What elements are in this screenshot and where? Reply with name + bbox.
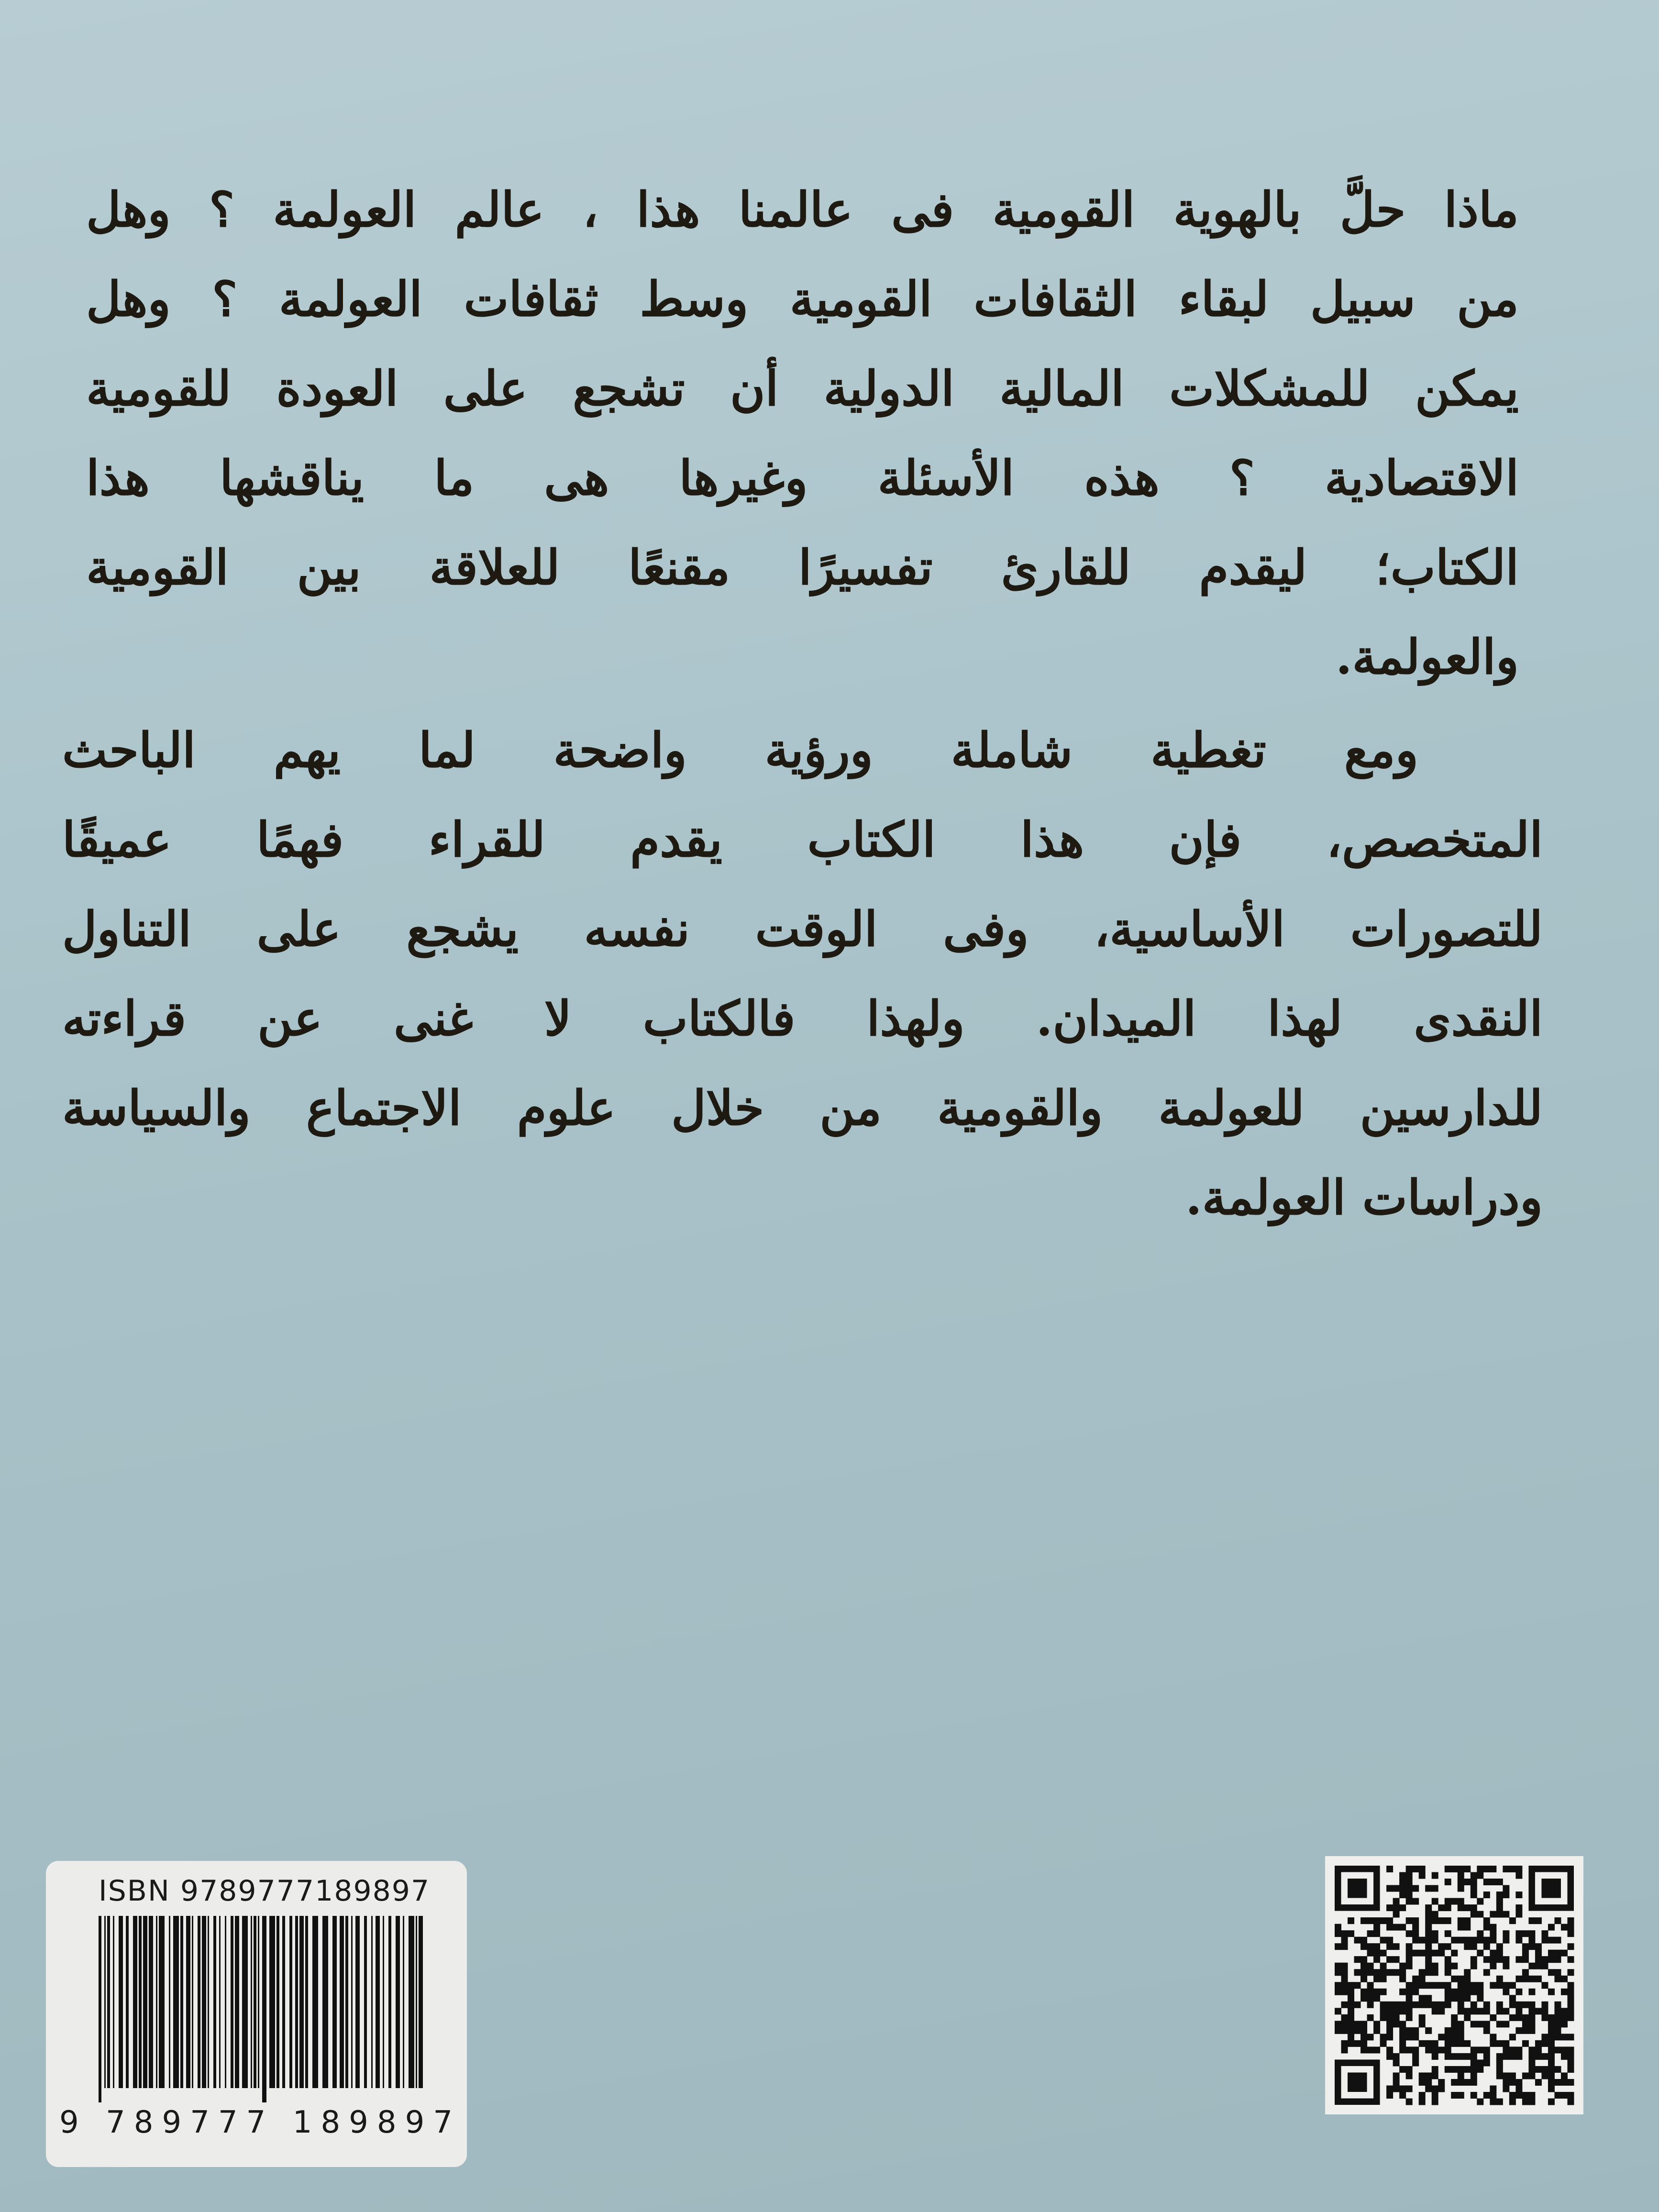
blurb-line: الاقتصادية ؟ هذه الأسئلة وغيرها هى ما يناقشها هذا [86,450,1519,506]
blurb-paragraph-2 [62,706,1543,1242]
blurb-line: والعولمة. [1335,629,1519,685]
barcode-digits: 9 789777 189897 [59,2105,462,2140]
isbn-number: ISBN 9789777189897 [99,1874,431,1908]
blurb-paragraph-1 [86,165,1519,702]
blurb-line: المتخصص، فإن هذا الكتاب يقدم للقراء فهمًا عميقًا [62,811,1543,868]
blurb-line: للتصورات الأساسية، وفى الوقت نفسه يشجع على التناول [62,901,1543,957]
isbn-barcode-label [46,1861,467,2167]
blurb-line: يمكن للمشكلات المالية الدولية أن تشجع على العودة للقومية [86,360,1519,417]
blurb-line: النقدى لهذا الميدان. ولهذا فالكتاب لا غنى عن قراءته [62,990,1543,1047]
barcode-icon [99,1916,429,2102]
blurb-line: الكتاب؛ ليقدم للقارئ تفسيرًا مقنعًا للعلاقة بين القومية [86,539,1519,596]
blurb-line: للدارسين للعولمة والقومية من خلال علوم الاجتماع والسياسة [62,1080,1543,1136]
blurb-line: ماذا حلَّ بالهوية القومية فى عالمنا هذا ، عالم العولمة ؟ وهل [86,181,1519,238]
qr-code-icon [1325,1856,1583,2114]
blurb-line: ومع تغطية شاملة ورؤية واضحة لما يهم الباحث [62,722,1418,778]
blurb-line: ودراسات العولمة. [1185,1169,1543,1226]
blurb-line: من سبيل لبقاء الثقافات القومية وسط ثقافات العولمة ؟ وهل [86,271,1519,327]
